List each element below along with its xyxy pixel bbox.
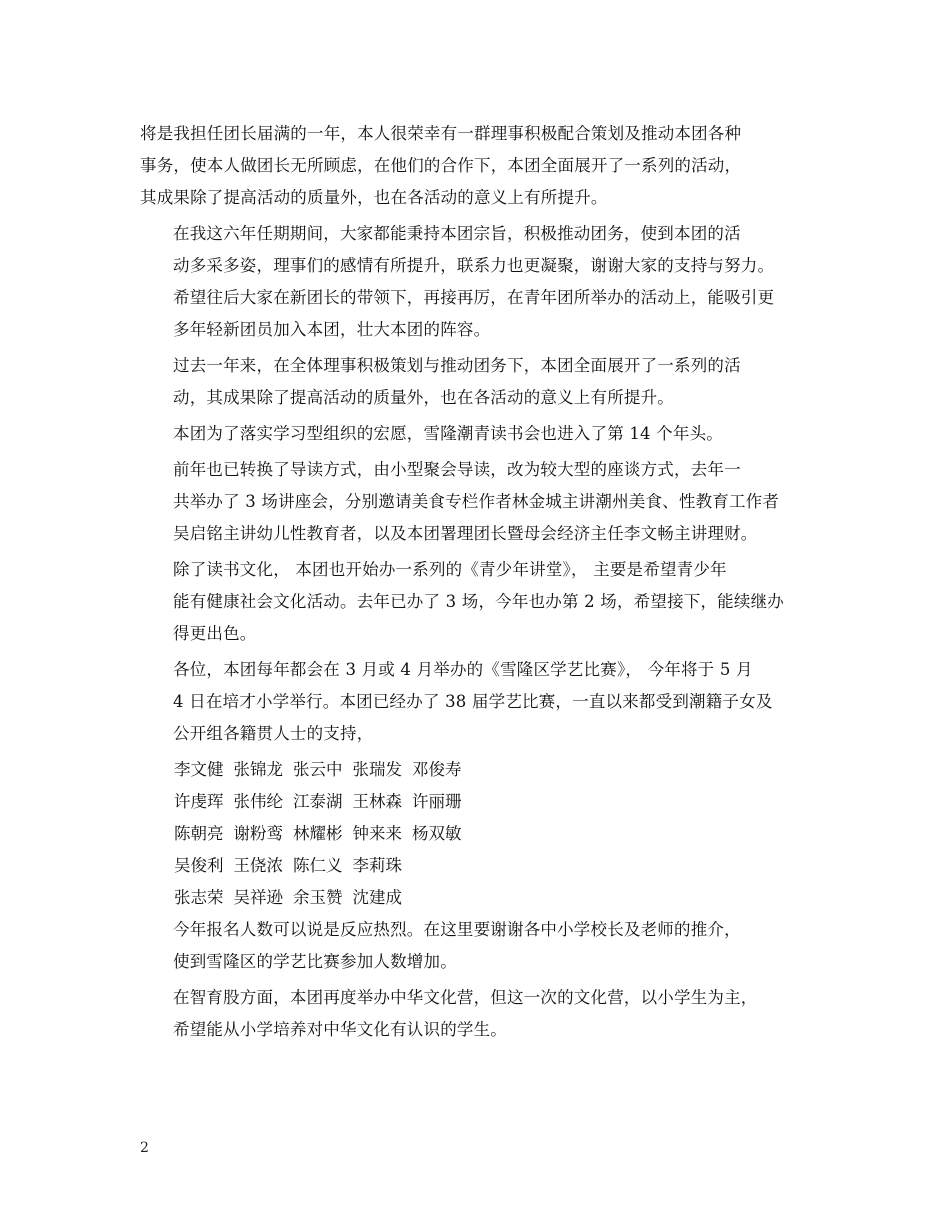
name-row <box>174 850 830 882</box>
person-name: 李莉珠 <box>352 856 402 875</box>
paragraph <box>140 218 830 346</box>
person-name: 张锦龙 <box>233 760 283 779</box>
paragraph <box>140 654 830 750</box>
person-name: 张瑞发 <box>352 760 402 779</box>
name-row <box>174 786 830 818</box>
paragraph-line: 其成果除了提高活动的质量外，也在各活动的意义上有所提升。 <box>140 188 608 207</box>
paragraph-line: 多年轻新团员加入本团，壮大本团的阵容。 <box>173 320 491 339</box>
paragraph-line: 希望往后大家在新团长的带领下，再接再厉，在青年团所举办的活动上，能吸引更 <box>173 288 775 307</box>
person-name: 张志荣 <box>174 888 224 907</box>
person-name: 张云中 <box>293 760 343 779</box>
paragraph <box>140 982 830 1046</box>
document-body <box>140 118 830 1050</box>
paragraph-line: 各位，本团每年都会在 3 月或 4 月举办的《雪隆区学艺比赛》， 今年将于 5 月 <box>173 660 753 679</box>
paragraph <box>140 350 830 414</box>
name-list <box>140 754 830 914</box>
paragraph <box>140 118 830 214</box>
paragraph-line: 公开组各籍贯人士的支持， <box>173 724 374 743</box>
person-name: 林耀彬 <box>293 824 343 843</box>
person-name: 吴俊利 <box>174 856 224 875</box>
paragraph-line: 4 日在培才小学举行。本团已经办了 38 届学艺比赛，一直以来都受到潮籍子女及 <box>173 692 773 711</box>
person-name: 许丽珊 <box>412 792 462 811</box>
paragraph-line: 能有健康社会文化活动。去年已办了 3 场，今年也办第 2 场，希望接下，能续继办 <box>173 592 784 611</box>
person-name: 余玉赞 <box>293 888 343 907</box>
person-name: 张伟纶 <box>233 792 283 811</box>
paragraph-line: 在我这六年任期期间，大家都能秉持本团宗旨，积极推动团务，使到本团的活 <box>173 224 741 243</box>
closing-paragraph-list <box>140 914 830 1046</box>
person-name: 陈朝亮 <box>174 824 224 843</box>
name-row <box>174 882 830 914</box>
person-name: 吴祥逊 <box>233 888 283 907</box>
paragraph-line: 前年也已转换了导读方式，由小型聚会导读，改为较大型的座谈方式，去年一 <box>173 460 741 479</box>
paragraph-line: 除了读书文化， 本团也开始办一系列的《青少年讲堂》， 主要是希望青少年 <box>173 560 727 579</box>
paragraph <box>140 418 830 450</box>
paragraph-list <box>140 118 830 750</box>
paragraph-line: 本团为了落实学习型组织的宏愿，雪隆潮青读书会也进入了第 14 个年头。 <box>173 424 723 443</box>
paragraph-line: 将是我担任团长届满的一年，本人很荣幸有一群理事积极配合策划及推动本团各种 <box>140 124 742 143</box>
person-name: 江泰湖 <box>293 792 343 811</box>
paragraph-line: 希望能从小学培养对中华文化有认识的学生。 <box>173 1020 507 1039</box>
person-name: 谢粉鸾 <box>233 824 283 843</box>
paragraph-line: 在智育股方面，本团再度举办中华文化营，但这一次的文化营，以小学生为主， <box>173 988 758 1007</box>
name-row <box>174 754 830 786</box>
paragraph-line: 过去一年来，在全体理事积极策划与推动团务下，本团全面展开了一系列的活 <box>173 356 741 375</box>
page-number: 2 <box>140 1140 149 1156</box>
paragraph-line: 共举办了 3 场讲座会，分别邀请美食专栏作者林金城主讲潮州美食、性教育工作者 <box>173 492 780 511</box>
paragraph <box>140 554 830 650</box>
person-name: 王林森 <box>352 792 402 811</box>
paragraph-line: 动，其成果除了提高活动的质量外，也在各活动的意义上有所提升。 <box>173 388 674 407</box>
paragraph-line: 事务，使本人做团长无所顾虑，在他们的合作下，本团全面展开了一系列的活动， <box>140 156 742 175</box>
person-name: 邓俊寿 <box>412 760 462 779</box>
paragraph-line: 动多采多姿，理事们的感情有所提升，联系力也更凝聚，谢谢大家的支持与努力。 <box>173 256 775 275</box>
person-name: 杨双敏 <box>412 824 462 843</box>
paragraph <box>140 454 830 550</box>
person-name: 沈建成 <box>352 888 402 907</box>
paragraph-line: 得更出色。 <box>173 624 257 643</box>
person-name: 陈仁义 <box>293 856 343 875</box>
person-name: 许虔珲 <box>174 792 224 811</box>
paragraph-line: 今年报名人数可以说是反应热烈。在这里要谢谢各中小学校长及老师的推介， <box>173 920 741 939</box>
paragraph-line: 吴启铭主讲幼儿性教育者，以及本团署理团长暨母会经济主任李文畅主讲理财。 <box>173 524 758 543</box>
person-name: 钟来来 <box>352 824 402 843</box>
paragraph <box>140 914 830 978</box>
person-name: 王侥浓 <box>233 856 283 875</box>
paragraph-line: 使到雪隆区的学艺比赛参加人数增加。 <box>173 952 457 971</box>
person-name: 李文健 <box>174 760 224 779</box>
name-row <box>174 818 830 850</box>
